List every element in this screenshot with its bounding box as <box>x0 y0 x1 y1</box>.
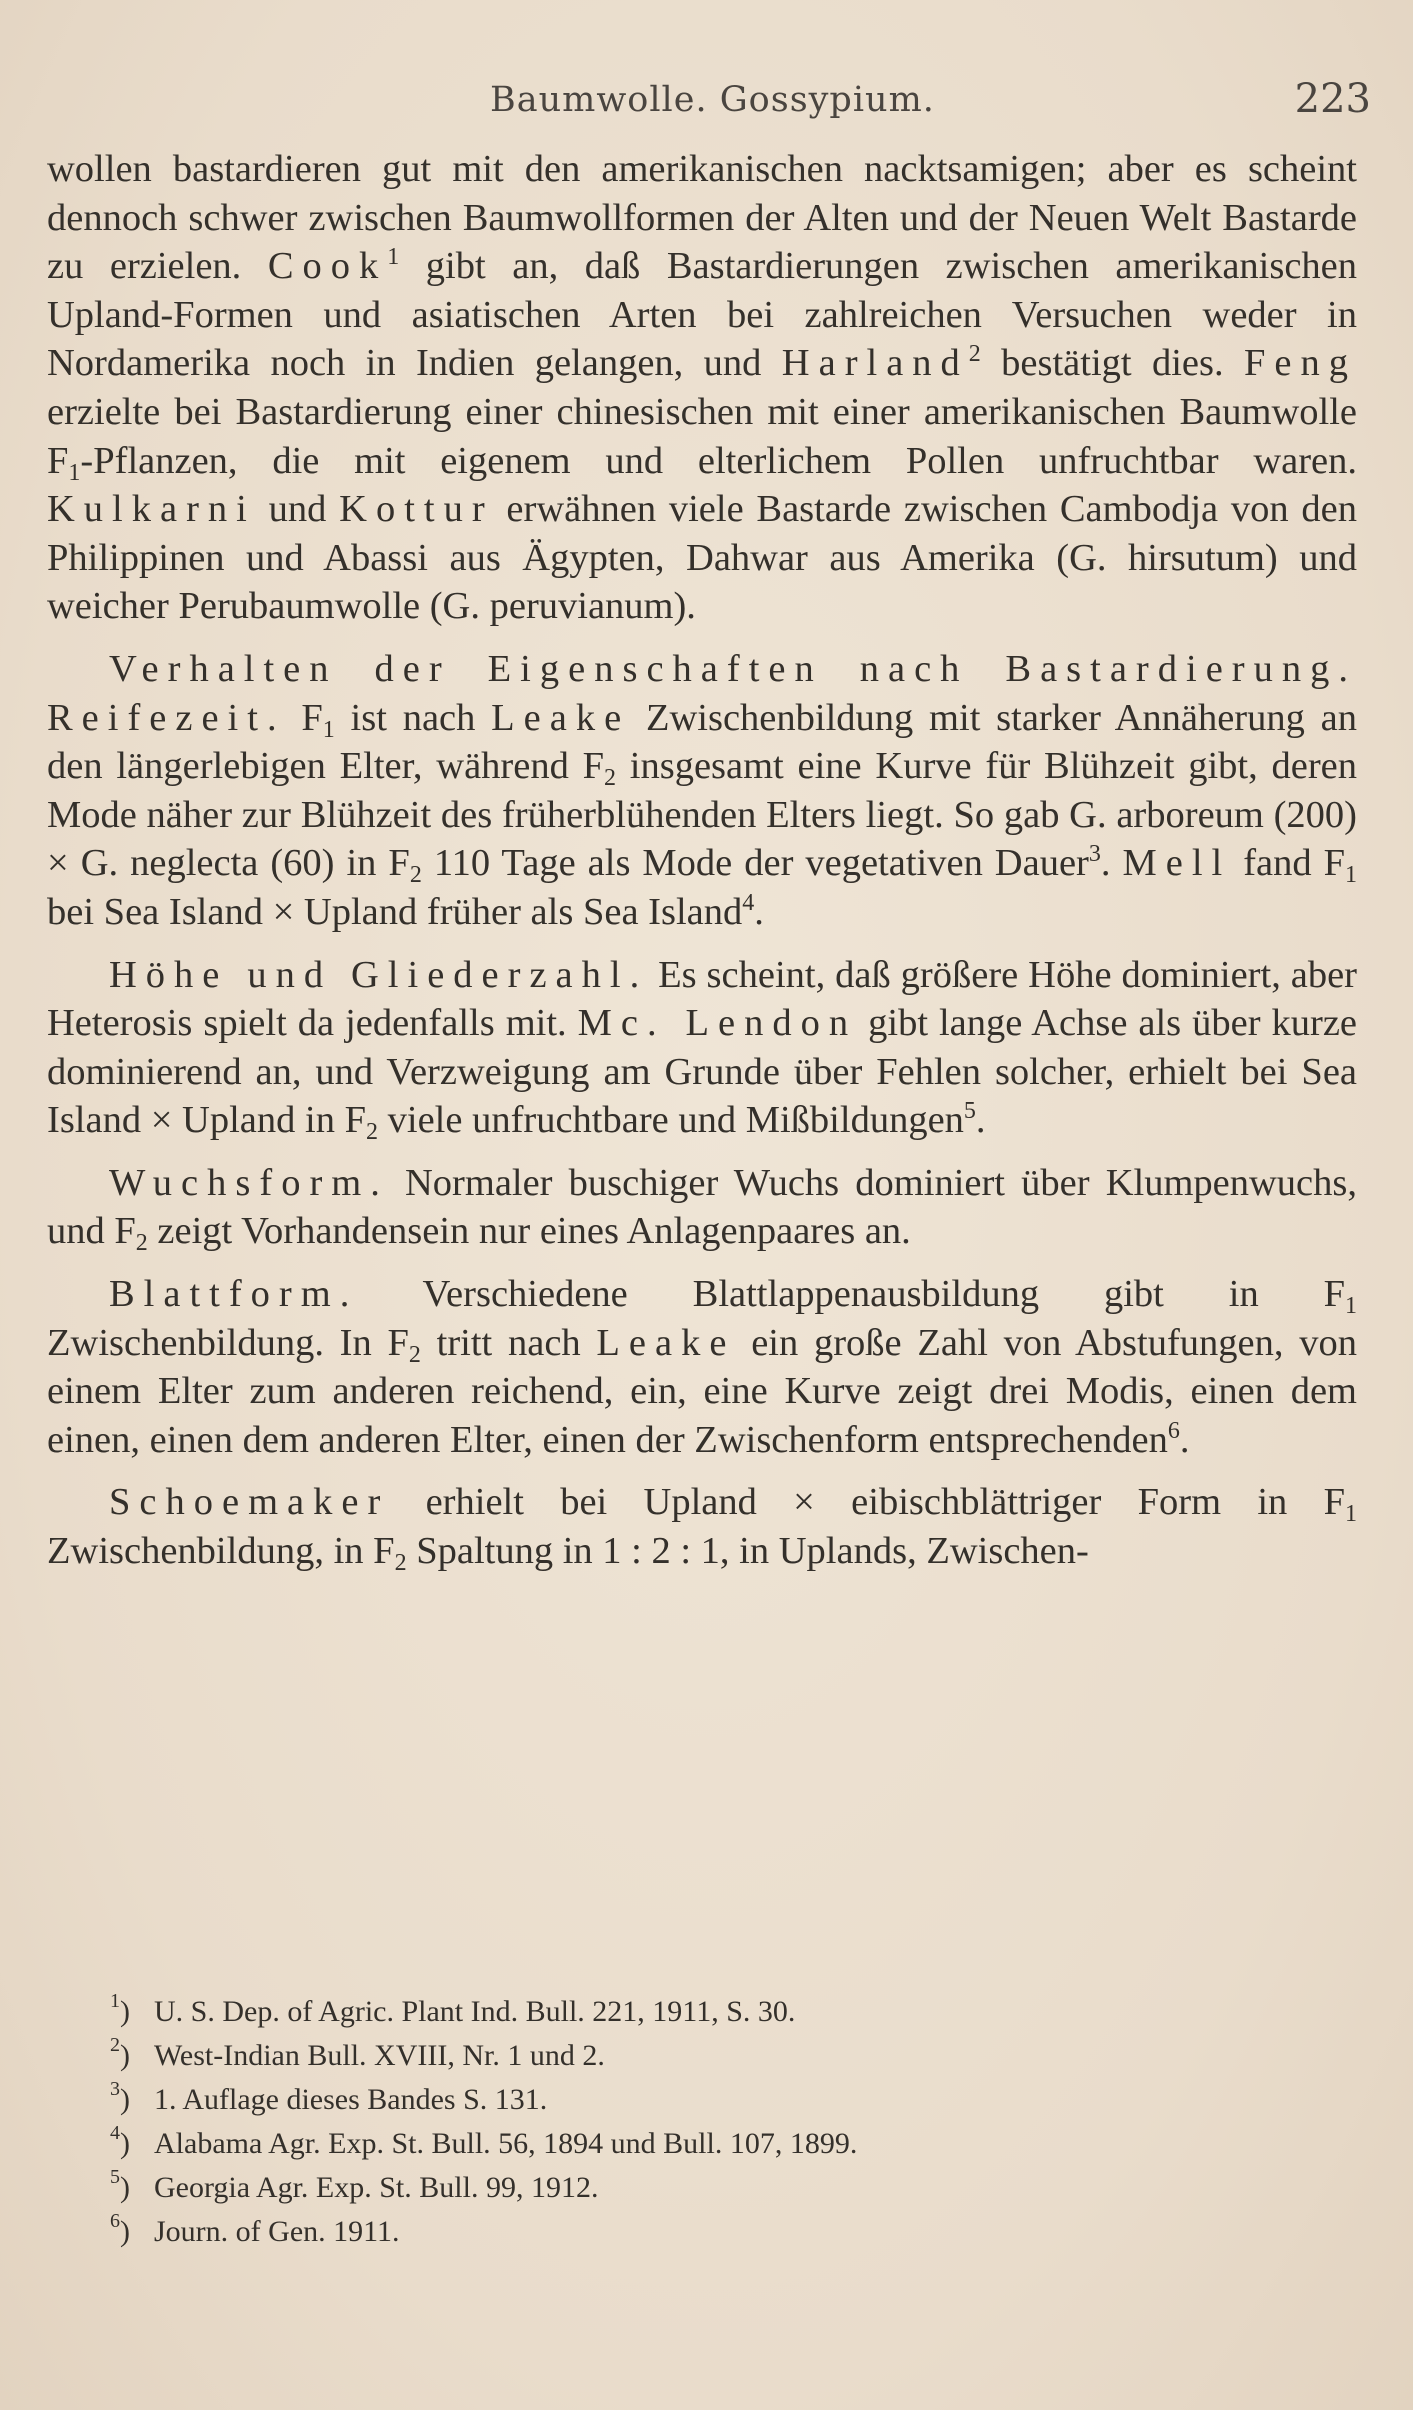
author-name: Mc. Lendon <box>577 1002 858 1045</box>
footnote-ref: 4 <box>742 889 755 916</box>
footnote: $^2$) West-Indian Bull. XVIII, Nr. 1 und 2. <box>110 2034 605 2072</box>
subscript: 2 <box>135 1230 148 1257</box>
subscript: 2 <box>408 1341 421 1368</box>
footnote-ref: 1 <box>387 244 400 271</box>
author-name: Harland <box>781 342 969 385</box>
subscript: 1 <box>322 716 335 743</box>
author-name: Kulkarni <box>47 488 256 531</box>
footnote-ref: 5 <box>963 1098 976 1125</box>
footnote-mark: 3 <box>110 2078 120 2100</box>
author-name: Leake <box>596 1321 736 1364</box>
footnote-text: West-Indian Bull. XVIII, Nr. 1 und 2. <box>154 2039 605 2072</box>
page-number: 223 <box>1294 76 1371 122</box>
section-heading: Blattform. <box>109 1273 359 1316</box>
section-heading: Höhe und Gliederzahl. <box>109 953 649 996</box>
author-name: Mell <box>1122 842 1232 885</box>
footnote-text: Journ. of Gen. 1911. <box>154 2215 400 2248</box>
running-title: Baumwolle. Gossypium. <box>490 80 935 120</box>
footnote: $^6$) Journ. of Gen. 1911. <box>110 2210 400 2248</box>
author-name: Feng <box>1244 342 1357 385</box>
section-heading: Wuchsform. <box>109 1161 389 1204</box>
footnote-mark: 5 <box>110 2166 120 2188</box>
footnote-ref: 2 <box>968 341 981 368</box>
paragraph-blattform: Blattform. Verschiedene Blattlappenausbildung gibt in $F_1$ Zwischenbildung. In $F_2$ tritt nach Leake ein große Zahl von Abstufungen, von einem Elter zum anderen reichend, ein, eine Kurve zeigt drei Modis, einen dem einen, einen dem anderen Elter, einen der Zwischenform entsprechenden$^6$. <box>47 1273 1357 1461</box>
footnote-ref: 6 <box>1167 1417 1180 1444</box>
subscript: 2 <box>604 765 617 792</box>
footnote-mark: 2 <box>110 2034 120 2056</box>
subscript: 1 <box>68 459 81 486</box>
footnotes <box>110 1990 1310 2254</box>
footnote-ref: 3 <box>1088 841 1101 868</box>
body-text <box>47 145 1357 1576</box>
footnote-text: Georgia Agr. Exp. St. Bull. 99, 1912. <box>154 2171 599 2204</box>
footnote-mark: 6 <box>110 2210 120 2232</box>
footnote-mark: 4 <box>110 2122 120 2144</box>
footnote: $^1$) U. S. Dep. of Agric. Plant Ind. Bull. 221, 1911, S. 30. <box>110 1990 796 2028</box>
page-header <box>0 72 1413 132</box>
author-name: Cook <box>267 245 388 288</box>
author-name: Schoemaker <box>109 1481 390 1524</box>
subscript: 2 <box>394 1550 407 1577</box>
footnote: $^3$) 1. Auflage dieses Bandes S. 131. <box>110 2078 548 2116</box>
footnote-text: 1. Auflage dieses Bandes S. 131. <box>154 2083 548 2116</box>
subscript: 2 <box>409 862 422 889</box>
paragraph-crossing-old-new-world: wollen bastardieren gut mit den amerikanischen nacktsamigen; aber es scheint dennoch schwer zwischen Baumwollformen der Alten und der Neuen Welt Bastarde zu erzielen. Cook$^1$ gibt an, daß Bastardierungen zwischen amerikanischen Upland-Formen und asiatischen Arten bei zahlreichen Versuchen weder in Nordamerika noch in Indien gelangen, und Harland$^2$ bestätigt dies. Feng erzielte bei Bastardierung einer chinesischen mit einer amerikanischen Baumwolle $F_1$-Pflanzen, die mit eigenem und elterlichem Pollen unfruchtbar waren. Kulkarni und Kottur erwähnen viele Bastarde zwischen Cambodja von den Philippinen und Abassi aus Ägypten, Dahwar aus Amerika (G. hirsutum) und weicher Perubaumwolle (G. peruvianum). <box>47 148 1358 628</box>
author-name: Kottur <box>339 488 494 531</box>
subscript: 1 <box>1345 1501 1357 1528</box>
paragraph-wuchsform: Wuchsform. Normaler buschiger Wuchs dominiert über Klumpenwuchs, und $F_2$ zeigt Vorhandensein nur eines Anlagenpaares an. <box>47 1161 1357 1257</box>
footnote-text: U. S. Dep. of Agric. Plant Ind. Bull. 221, 1911, S. 30. <box>154 1995 796 2028</box>
footnote-mark: 1 <box>110 1990 120 2012</box>
footnote: $^5$) Georgia Agr. Exp. St. Bull. 99, 1912. <box>110 2166 599 2204</box>
subscript: 1 <box>1345 1293 1357 1320</box>
footnote-text: Alabama Agr. Exp. St. Bull. 56, 1894 und Bull. 107, 1899. <box>154 2127 858 2160</box>
section-heading: Verhalten der Eigenschaften nach Bastardierung. <box>109 647 1357 690</box>
paragraph-schoemaker: Schoemaker erhielt bei Upland × eibischblättriger Form in $F_1$ Zwischenbildung, in $F_2$ Spaltung in 1 : 2 : 1, in Uplands, Zwischen- <box>47 1481 1357 1577</box>
author-name: Leake <box>491 696 631 739</box>
subscript: 1 <box>1345 862 1358 889</box>
subscript: 2 <box>366 1119 378 1146</box>
paragraph-hoehe: Höhe und Gliederzahl. Es scheint, daß größere Höhe dominiert, aber Heterosis spielt da jedenfalls mit. Mc. Lendon gibt lange Achse als über kurze dominierend an, und Verzweigung am Grunde über Fehlen solcher, erhielt bei Sea Island × Upland in $F_2$ viele unfruchtbare und Mißbildungen$^5$. <box>47 953 1357 1146</box>
paragraph-reifezeit: Verhalten der Eigenschaften nach Bastardierung. Reifezeit. $F_1$ ist nach Leake Zwischenbildung mit starker Annäherung an den längerlebigen Elter, während $F_2$ insgesamt eine Kurve für Blühzeit gibt, deren Mode näher zur Blühzeit des früherblühenden Elters liegt. So gab G. arboreum (200) × G. neglecta (60) in $F_2$ 110 Tage als Mode der vegetativen Dauer$^3$. Mell fand $F_1$ bei Sea Island × Upland früher als Sea Island$^4$. <box>47 647 1358 933</box>
footnote: $^4$) Alabama Agr. Exp. St. Bull. 56, 1894 und Bull. 107, 1899. <box>110 2122 858 2160</box>
subsection-heading: Reifezeit. <box>47 696 286 739</box>
